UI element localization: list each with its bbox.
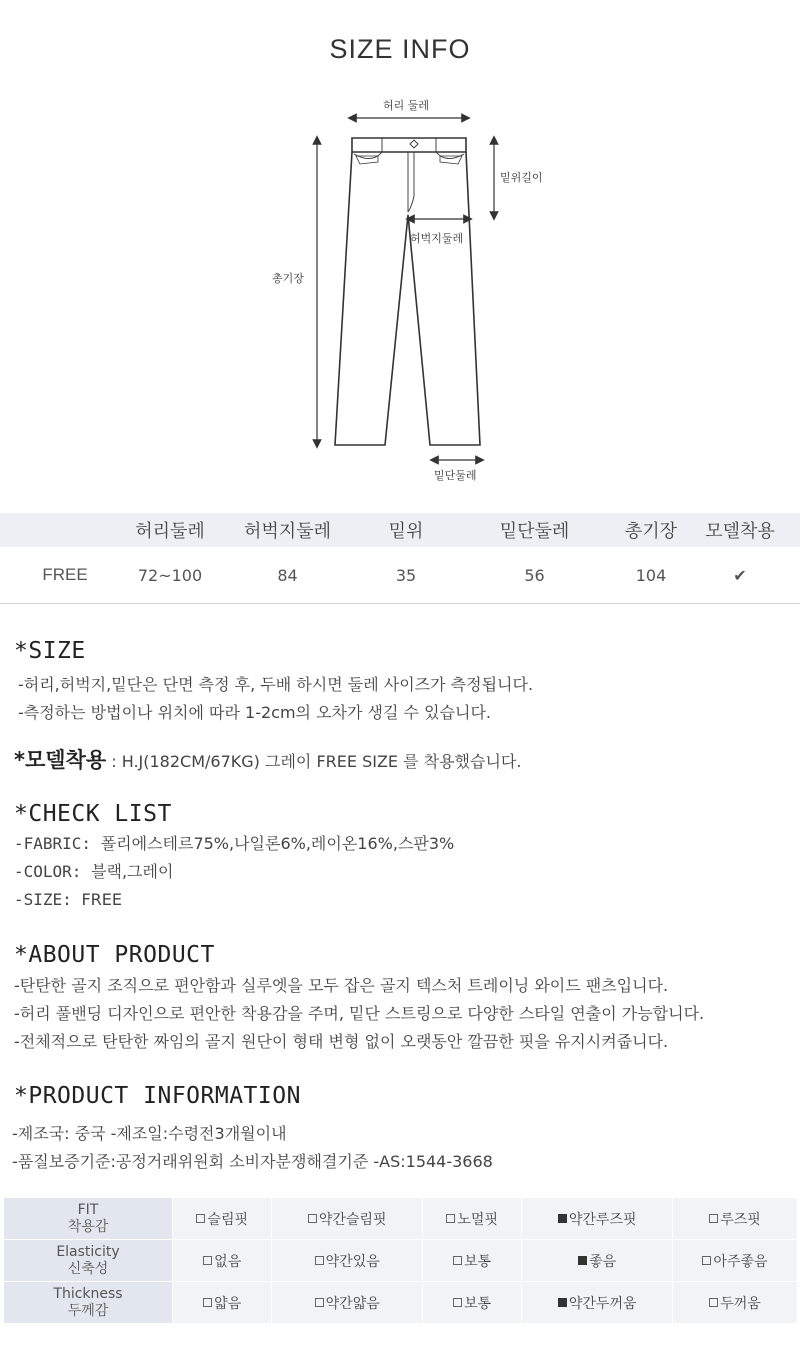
- size-note: -허리,허벅지,밑단은 단면 측정 후, 두배 하시면 둘레 사이즈가 측정됩니다.: [18, 675, 534, 694]
- rise-label: 밑위길이: [500, 171, 543, 184]
- hem-value: 56: [447, 547, 622, 604]
- option-label: 약간얇음: [325, 1295, 380, 1312]
- product-information-heading: *PRODUCT INFORMATION: [14, 1083, 301, 1109]
- checkbox-icon: [203, 1256, 212, 1265]
- fabric-key: -FABRIC:: [14, 834, 101, 853]
- info-line: -제조국: 중국 -제조일:수령전3개월이내: [12, 1124, 287, 1143]
- thickness-option: [522, 1282, 673, 1324]
- checkbox-checked-icon: [558, 1298, 567, 1307]
- header-cell: [0, 513, 130, 547]
- page-title: SIZE INFO: [329, 34, 471, 64]
- product-information-text: [12, 1120, 493, 1176]
- elasticity-row: [4, 1240, 798, 1282]
- option-label: 좋음: [589, 1253, 617, 1270]
- color-key: -COLOR:: [14, 862, 92, 881]
- fit-option: [272, 1198, 423, 1240]
- fit-label-ko: 착용감: [67, 1218, 109, 1235]
- check-list: [14, 830, 454, 914]
- checkbox-icon: [702, 1256, 711, 1265]
- elasticity-option: [522, 1240, 673, 1282]
- elasticity-label-en: Elasticity: [56, 1243, 120, 1260]
- fit-option: [522, 1198, 673, 1240]
- size-value: FREE: [81, 890, 122, 909]
- option-label: 아주좋음: [713, 1253, 768, 1270]
- size-table-header: [0, 513, 800, 547]
- header-cell: 밑단둘레: [447, 513, 622, 547]
- model-value: : H.J(182CM/67KG) 그레이 FREE SIZE 를 착용했습니다.: [106, 752, 522, 771]
- checkbox-icon: [203, 1298, 212, 1307]
- model-info: [14, 744, 521, 776]
- thickness-option: [672, 1282, 797, 1324]
- pants-outline: [335, 138, 480, 445]
- fit-row: [4, 1198, 798, 1240]
- elasticity-option: [422, 1240, 521, 1282]
- thickness-option: [173, 1282, 272, 1324]
- rise-value: 35: [365, 547, 447, 604]
- size-heading: *SIZE: [14, 638, 86, 664]
- option-label: 약간두꺼움: [568, 1295, 637, 1312]
- table-row: [0, 547, 800, 604]
- option-label: 약간있음: [325, 1253, 380, 1270]
- fit-option: [173, 1198, 272, 1240]
- elasticity-option: [272, 1240, 423, 1282]
- checkbox-icon: [709, 1214, 718, 1223]
- option-label: 노멀핏: [457, 1211, 498, 1228]
- fit-label: [4, 1198, 173, 1240]
- option-label: 약간루즈핏: [568, 1211, 637, 1228]
- model-key: *모델착용: [14, 748, 107, 772]
- option-label: 보통: [464, 1295, 492, 1312]
- list-item: [14, 886, 454, 914]
- checkbox-icon: [196, 1214, 205, 1223]
- list-item: [14, 858, 454, 886]
- option-label: 얇음: [214, 1295, 242, 1312]
- option-label: 약간슬림핏: [318, 1211, 387, 1228]
- thickness-option: [272, 1282, 423, 1324]
- length-label: 총기장: [272, 272, 304, 285]
- size-note: -측정하는 방법이나 위치에 따라 1-2cm의 오차가 생길 수 있습니다.: [18, 703, 492, 722]
- about-line: -전체적으로 탄탄한 짜임의 골지 원단이 형태 변형 없이 오랫동안 깔끔한 핏을 유지시켜줍니다.: [14, 1032, 669, 1051]
- checkbox-icon: [709, 1298, 718, 1307]
- thickness-label: [4, 1282, 173, 1324]
- checkbox-icon: [308, 1214, 317, 1223]
- about-line: -탄탄한 골지 조직으로 편안함과 실루엣을 모두 잡은 골지 텍스처 트레이닝 와이드 팬츠입니다.: [14, 976, 669, 995]
- elasticity-label-ko: 신축성: [67, 1260, 109, 1277]
- fit-label-en: FIT: [77, 1201, 99, 1218]
- hem-label: 밑단둘레: [434, 469, 477, 482]
- thickness-option: [422, 1282, 521, 1324]
- elasticity-option: [672, 1240, 797, 1282]
- about-product-text: [14, 972, 704, 1056]
- waist-label: 허리 둘레: [382, 99, 430, 112]
- size-key: -SIZE:: [14, 890, 82, 909]
- length-value: 104: [622, 547, 680, 604]
- thickness-row: [4, 1282, 798, 1324]
- header-cell: 허벅지둘레: [210, 513, 365, 547]
- checkbox-icon: [446, 1214, 455, 1223]
- checkbox-checked-icon: [578, 1256, 587, 1265]
- checkbox-icon: [453, 1256, 462, 1265]
- header-cell: 허리둘레: [130, 513, 210, 547]
- option-label: 루즈핏: [720, 1211, 761, 1228]
- thigh-label: 허벅지둘레: [410, 232, 464, 245]
- header-cell: 밑위: [365, 513, 447, 547]
- header-cell: 총기장: [622, 513, 680, 547]
- fit-option: [422, 1198, 521, 1240]
- check-icon: ✔: [680, 547, 800, 604]
- option-label: 없음: [214, 1253, 242, 1270]
- fit-table: [3, 1197, 798, 1324]
- check-list-heading: *CHECK LIST: [14, 801, 172, 827]
- elasticity-option: [173, 1240, 272, 1282]
- pants-measurement-diagram: [0, 0, 800, 500]
- color-value: 블랙,그레이: [91, 862, 174, 881]
- option-label: 두꺼움: [720, 1295, 761, 1312]
- header-cell: 모델착용: [680, 513, 800, 547]
- info-line: -품질보증기준:공정거래위원회 소비자분쟁해결기준 -AS:1544-3668: [12, 1152, 493, 1171]
- size-label: FREE: [0, 547, 130, 604]
- fit-option: [672, 1198, 797, 1240]
- about-product-heading: *ABOUT PRODUCT: [14, 942, 215, 968]
- thickness-label-ko: 두께감: [67, 1302, 109, 1319]
- checkbox-checked-icon: [558, 1214, 567, 1223]
- size-table: [0, 513, 800, 604]
- checkbox-icon: [453, 1298, 462, 1307]
- thickness-label-en: Thickness: [53, 1285, 123, 1302]
- option-label: 보통: [464, 1253, 492, 1270]
- checkbox-icon: [315, 1298, 324, 1307]
- waist-value: 72~100: [130, 547, 210, 604]
- size-notes: [18, 671, 533, 727]
- elasticity-label: [4, 1240, 173, 1282]
- option-label: 슬림핏: [207, 1211, 248, 1228]
- thigh-value: 84: [210, 547, 365, 604]
- fabric-value: 폴리에스테르75%,나일론6%,레이온16%,스판3%: [100, 834, 455, 853]
- checkbox-icon: [315, 1256, 324, 1265]
- about-line: -허리 풀밴딩 디자인으로 편안한 착용감을 주며, 밑단 스트링으로 다양한 스타일 연출이 가능합니다.: [14, 1004, 705, 1023]
- list-item: [14, 830, 454, 858]
